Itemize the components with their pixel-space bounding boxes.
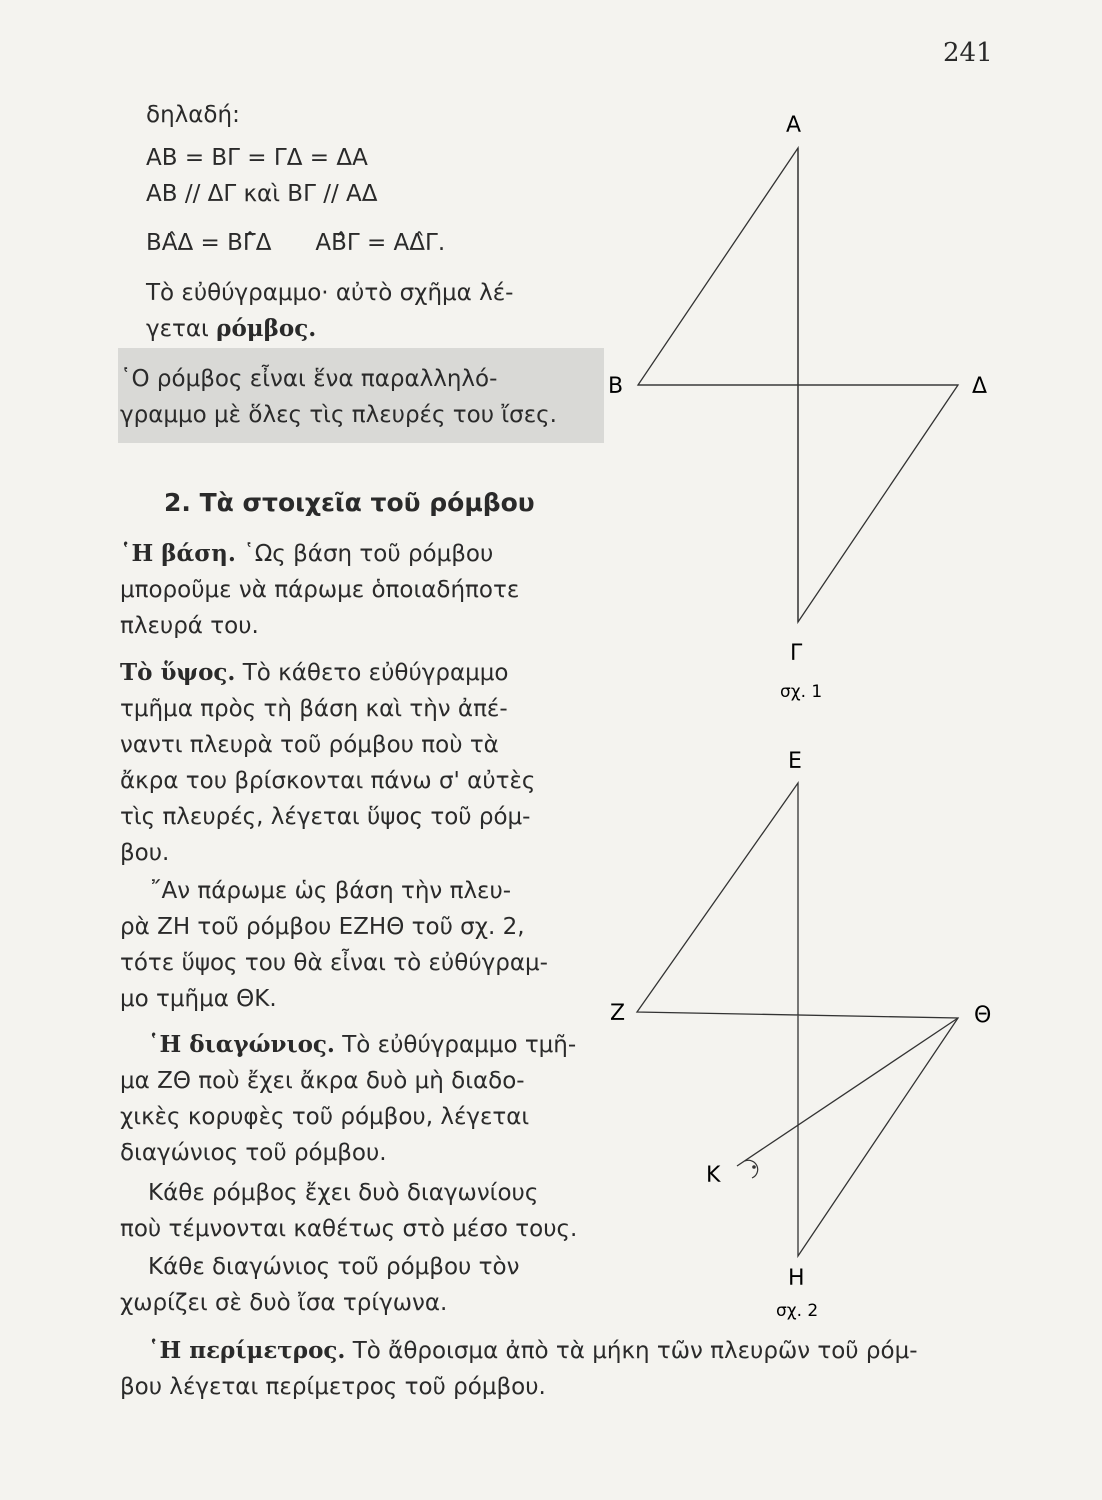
right-angle-mark [745, 1160, 758, 1178]
label-e: Ε [788, 749, 802, 774]
label-th: Θ [974, 1003, 992, 1028]
diagonal-line: μα ΖΘ ποὺ ἔχει ἄκρα δυὸ μὴ διαδο- [120, 1068, 525, 1094]
definition-line: ΑΒ // ΔΓ καὶ ΒΓ // ΑΔ [146, 181, 378, 207]
angle-equalities: ΒΑ̂Δ = ΒΓ̂Δ ΑΒ̂Γ = ΑΔ̂Γ. [146, 230, 446, 256]
diagonal-text: Τὸ εὐθύγραμμο τμῆ- [334, 1032, 577, 1058]
example-line: μο τμῆμα ΘΚ. [120, 986, 277, 1012]
fact-line: χωρίζει σὲ δυὸ ἴσα τρίγωνα. [120, 1290, 448, 1316]
section-title: 2. Τὰ στοιχεῖα τοῦ ρόμβου [164, 488, 535, 517]
caption-fig-1: σχ. 1 [780, 682, 823, 702]
label-z: Ζ [610, 1001, 626, 1026]
diagonal-line: διαγώνιος τοῦ ρόμβου. [120, 1140, 387, 1166]
height-line: ναντι πλευρὰ τοῦ ρόμβου ποὺ τὰ [120, 732, 499, 758]
definition-line: Τὸ εὐθύγραμμο· αὐτὸ σχῆμα λέ- [146, 280, 514, 306]
highlight-line: γραμμο μὲ ὅλες τὶς πλευρές του ἴσες. [120, 402, 557, 428]
fact-line: Κάθε διαγώνιος τοῦ ρόμβου τὸν [148, 1254, 520, 1280]
height-text: Τὸ κάθετο εὐθύγραμμο [235, 660, 509, 686]
perimeter-line: βου λέγεται περίμετρος τοῦ ρόμβου. [120, 1374, 546, 1400]
perimeter-text: Τὸ ἄθροισμα ἀπὸ τὰ μήκη τῶν πλευρῶν τοῦ ρόμ- [345, 1338, 918, 1364]
fact-line: Κάθε ρόμβος ἔχει δυὸ διαγωνίους [148, 1180, 539, 1206]
highlight-line: ῾Ο ρόμβος εἶναι ἕνα παραλληλό- [120, 366, 498, 392]
diagonal-line: χικὲς κορυφὲς τοῦ ρόμβου, λέγεται [120, 1104, 530, 1130]
fact-line: ποὺ τέμνονται καθέτως στὸ μέσο τους. [120, 1216, 578, 1242]
figure-2 [637, 783, 958, 1256]
definition-line: δηλαδή: [146, 102, 240, 128]
base-line: πλευρά του. [120, 613, 259, 639]
caption-fig-2: σχ. 2 [776, 1301, 819, 1321]
label-b: Β [608, 374, 624, 399]
term-perimeter: ῾Η περίμετρος. [148, 1337, 346, 1364]
label-k: Κ [706, 1163, 721, 1188]
example-line: τότε ὕψος του θὰ εἶναι τὸ εὐθύγραμ- [120, 950, 548, 976]
height-line: τμῆμα πρὸς τὴ βάση καὶ τὴν ἀπέ- [120, 696, 508, 722]
height-thk [737, 1018, 958, 1166]
figure-1 [638, 148, 958, 622]
base-text: ῾Ως βάση τοῦ ρόμβου [235, 541, 494, 567]
definition-line: ΑΒ = ΒΓ = ΓΔ = ΔΑ [146, 145, 368, 171]
height-line: τὶς πλευρές, λέγεται ὕψος τοῦ ρόμ- [120, 804, 531, 830]
height-line: ἄκρα του βρίσκονται πάνω σ' αὐτὲς [120, 768, 536, 794]
definition-text: γεται [146, 316, 217, 342]
term-height: Τὸ ὕψος. [120, 659, 236, 686]
term-diagonal: ῾Η διαγώνιος. [148, 1031, 335, 1058]
label-d: Δ [972, 374, 988, 399]
page-number: 241 [943, 38, 993, 68]
label-h: Η [788, 1266, 805, 1291]
label-a: Α [786, 113, 802, 138]
example-line: ρὰ ΖΗ τοῦ ρόμβου ΕΖΗΘ τοῦ σχ. 2, [120, 914, 525, 940]
term-base: ῾Η βάση. [120, 540, 236, 567]
label-g: Γ [790, 641, 803, 666]
height-line: βου. [120, 840, 170, 866]
example-line: ῎Αν πάρωμε ὡς βάση τὴν πλευ- [150, 878, 512, 904]
base-line: μποροῦμε νὰ πάρωμε ὁποιαδήποτε [120, 577, 520, 603]
term-rhombus: ρόμβος. [216, 315, 317, 342]
rhombus-ezhth [637, 783, 958, 1256]
right-angle-dot [752, 1165, 756, 1169]
